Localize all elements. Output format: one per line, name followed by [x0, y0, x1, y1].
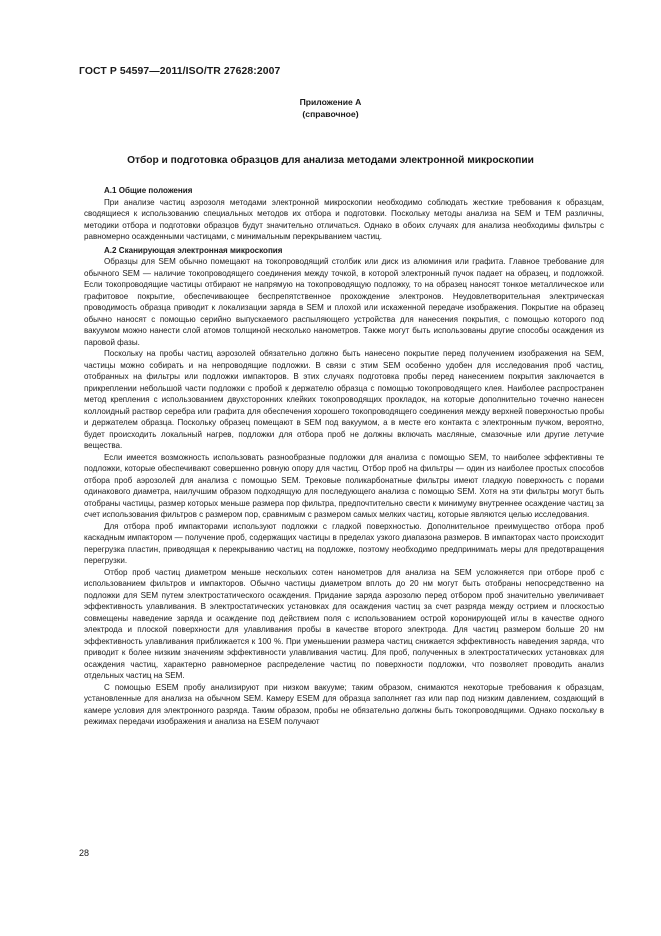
section-heading: А.1 Общие положения [104, 186, 193, 195]
paragraph: Если имеется возможность использовать разнообразные подложки для анализа с помощью SEM, то наиболее эффективны те подложки, которые обеспечивают совершенно ровную опору для частиц. Отбор проб на фильтры — один из наиболее простых способов отбора проб аэрозолей для анализа с помощью SEM. Трековые поликарбонатные фильтры имеют гладкую поверхность с порами одинакового диаметра, наилучшим образом подходящую для последующего анализа с помощью SEM. Хотя на эти фильтры могут быть отобраны частицы, размер которых меньше размера пор фильтра, предпочтительно свести к минимуму внутреннее осаждение частиц за счет использования фильтров с размером пор, сравнимым с размером самых мелких частиц, которые являются целью исследования. [84, 452, 604, 519]
paragraph: При анализе частиц аэрозоля методами электронной микроскопии необходимо соблюдать жесткие требования к образцам, сводящиеся к использованию специальных методов их отбора и подготовки. Поскольку методы анализа на SEM и TEM различны, методики отбора и подготовки образцов будут значительно отличаться. Однако в обоих случаях для анализа необходимы фильтры с равномерно осажденными частицами, с минимальным перекрыванием частиц. [84, 197, 604, 241]
paragraph: Для отбора проб импакторами используют подложки с гладкой поверхностью. Дополнительное преимущество отбора проб каскадным импактором — получение проб, содержащих частицы в пределах узкого диапазона размеров. В импакторах часто происходит перегрузка пластин, приводящая к перекрыванию частиц на подложке, поэтому необходимо предпринимать меры для предотвращения перегрузки. [84, 521, 604, 565]
paragraph: Поскольку на пробы частиц аэрозолей обязательно должно быть нанесено покрытие перед получением изображения на SEM, частицы можно собирать и на непроводящие подложки. В связи с этим SEM особенно удобен для исследования проб частиц, отобранных на фильтры или подложки импакторов. В этих случаях подготовка пробы перед нанесением покрытия заключается в прикреплении небольшой части подложки с пробой к держателю образца с помощью токопроводящего клея. Наиболее распространен метод крепления с использованием двухсторонних клейких токопроводящих прокладок, на которые дополнительно точечно нанесен коллоидный раствор серебра или графита для обеспечения хорошего токопроводящего соединения между верхней поверхностью пробы и держателем образца. Поскольку образец помещают в SEM под вакуумом, а в месте его контакта с электронным пучком, вероятно, будет происходить локальный нагрев, подложки для отбора проб не должны включать масляные, смазочные или другие летучие вещества. [84, 349, 604, 450]
document-header: ГОСТ Р 54597—2011/ISO/TR 27628:2007 [79, 66, 281, 77]
appendix-heading [0, 97, 661, 120]
appendix-title: Отбор и подготовка образцов для анализа методами электронной микроскопии [127, 155, 534, 166]
paragraph: Отбор проб частиц диаметром меньше нескольких сотен нанометров для анализа на SEM усложняется при отборе проб с использованием фильтров и импакторов. Обычно частицы диаметром вплоть до 20 нм могут быть отобраны непосредственно на подложки для SEM путем электростатического осаждения. Придание заряда аэрозолю перед отбором проб значительно увеличивает эффективность улавливания. В электростатических установках для осаждения частиц за счет разряда между острием и плоскостью совмещены наведение заряда и осаждение под действием поля с использованием острой коронирующей иглы в качестве одного электрода и плоской поверхности для улавливания пробы в качестве второго электрода. Для частиц размером больше 20 нм эффективность улавливания приближается к 100 %. При уменьшении размера частиц снижается эффективность наведения заряда, что приводит к более низким значениям эффективности улавливания частиц. Для проб, полученных в электростатических установках для осаждения частиц, характерно равномерное распределение частиц по поверхности подложки, что позволяет проводить анализ отдельных частиц на SEM. [84, 567, 604, 680]
paragraph: С помощью ESEM пробу анализируют при низком вакууме; таким образом, снимаются некоторые требования к образцам, установленные для анализа на обычном SEM. Камеру ESEM для образца заполняет газ или пар под низким давлением, создающий в камере условия для электронного разряда. Таким образом, пробы не обязательно должны быть токопроводящими. Однако поскольку в режимах передачи изображения и анализа на ESEM получают [84, 682, 604, 726]
section-heading: А.2 Сканирующая электронная микроскопия [104, 245, 283, 255]
appendix-label: Приложение А [299, 97, 362, 107]
paragraph: Образцы для SEM обычно помещают на токопроводящий столбик или диск из алюминия или графита. Главное требование для обычного SEM — наличие токопроводящего соединения между точкой, в которой электронный пучок падает на образец, и подложкой. Если токопроводящие частицы отбирают не напрямую на токопроводящую подложку, то на образец наносят тонкое металлическое или графитовое покрытие, обеспечивающее беспрепятственное прохождение электронов. Неудовлетворительная электрическая проводимость образца приводит к локализации заряда в SEM и плохой или искаженной передаче изображения. Покрытие на образец обычно наносят с помощью серийно выпускаемого распыляющего устройства для нанесения покрытия, с помощью которого под вакуумом можно нанести слой атомов толщиной несколько нанометров. Также могут быть использованы другие способы осаждения из паровой фазы. [84, 257, 604, 347]
appendix-type: (справочное) [302, 108, 359, 119]
document-body [84, 185, 604, 728]
page-number: 28 [79, 848, 90, 858]
